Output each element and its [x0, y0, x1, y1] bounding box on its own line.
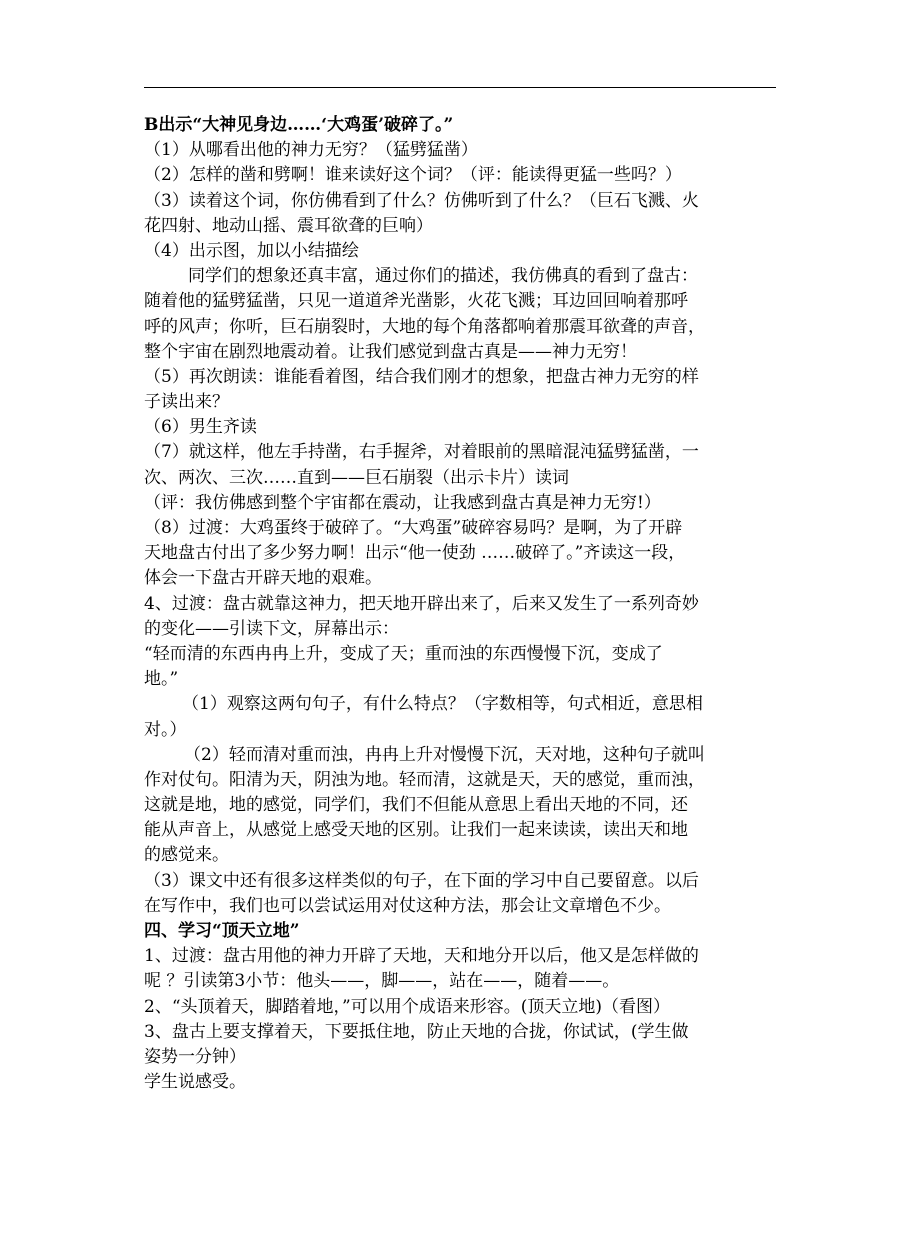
text-line: 3、盘古上要支撑着天，下要抵住地，防止天地的合拢，你试试，(学生做 [144, 1021, 689, 1042]
section-four-heading: 四、学习“顶天立地” [144, 921, 300, 941]
document-body [144, 113, 784, 1095]
text-line: （8）过渡：大鸡蛋终于破碎了。“大鸡蛋”破碎容易吗？是啊，为了开辟 [144, 518, 683, 538]
text-line: 的变化——引读下文，屏幕出示： [144, 618, 399, 639]
text-line: （1）观察这两句句子，有什么特点？（字数相等，句式相近，意思相 [182, 694, 703, 715]
text-line: 随着他的猛劈猛凿，只见一道道斧光凿影，火花飞溅；耳边回回响着那呼 [144, 291, 688, 312]
text-line: （评：我仿佛感到整个宇宙都在震动，让我感到盘古真是神力无穷!） [144, 492, 661, 513]
text-line: （2）怎样的凿和劈啊！谁来读好这个词？（评：能读得更猛一些吗？） [144, 165, 682, 186]
text-line: 学生说感受。 [144, 1072, 246, 1093]
text-line: 这就是地，地的感觉，同学们，我们不但能从意思上看出天地的不同，还 [144, 795, 688, 816]
text-line: （5）再次朗读：谁能看着图，结合我们刚才的想象，把盘古神力无穷的样 [144, 366, 699, 387]
text-line: 同学们的想象还真丰富，通过你们的描述，我仿佛真的看到了盘古： [188, 266, 698, 287]
text-line: 作对仗句。阳清为天，阴浊为地。轻而清，这就是天，天的感觉，重而浊， [144, 769, 705, 790]
header-rule [144, 87, 776, 88]
text-line: 天地盘古付出了多少努力啊！出示“他一使劲 ……破碎了。”齐读这一段， [144, 543, 686, 564]
text-line: 整个宇宙在剧烈地震动着。让我们感觉到盘古真是——神力无穷！ [144, 341, 637, 362]
text-line: 在写作中，我们也可以尝试运用对仗这种方法，那会让文章增色不少。 [144, 895, 671, 916]
text-line: 呼的风声；你听，巨石崩裂时，大地的每个角落都响着那震耳欲聋的声音， [144, 316, 705, 337]
text-line: （1）从哪看出他的神力无穷？（猛劈猛凿） [144, 140, 478, 161]
text-line: 花四射、地动山摇、震耳欲聋的巨响） [144, 215, 433, 236]
text-line: 次、两次、三次……直到——巨石崩裂（出示卡片）读词 [144, 467, 569, 488]
text-line: （3）课文中还有很多这样类似的句子，在下面的学习中自己要留意。以后 [144, 870, 699, 891]
text-line: 子读出来？ [144, 392, 229, 413]
text-line: 的感觉来。 [144, 845, 229, 866]
text-line: 呢 ？引读第3小节：他头——，脚——，站在——，随着——。 [144, 971, 620, 992]
text-line: （7）就这样，他左手持凿，右手握斧，对着眼前的黑暗混沌猛劈猛凿，一 [144, 442, 699, 463]
text-line: （4）出示图，加以小结描绘 [144, 240, 359, 261]
text-line: （3）读着这个词，你仿佛看到了什么？仿佛听到了什么？（巨石飞溅、火 [144, 190, 699, 211]
text-line: （6）男生齐读 [144, 417, 257, 438]
text-line: 对。） [144, 719, 187, 740]
text-line: 地。” [144, 669, 179, 690]
text-line: 能从声音上，从感觉上感受天地的区别。让我们一起来读读，读出天和地 [144, 820, 688, 841]
text-line: 4、过渡：盘古就靠这神力，把天地开辟出来了，后来又发生了一系列奇妙 [144, 593, 699, 614]
text-line: “轻而清的东西冉冉上升，变成了天；重而浊的东西慢慢下沉，变成了 [144, 643, 663, 664]
text-line: （2）轻而清对重而浊，冉冉上升对慢慢下沉，天对地，这种句子就叫 [184, 744, 705, 765]
text-line: 姿势一分钟） [144, 1046, 246, 1067]
section-b-heading: B出示“大神见身边……‘大鸡蛋’破碎了。” [144, 115, 454, 135]
text-line: 体会一下盘古开辟天地的艰难。 [144, 568, 382, 589]
text-line: 2、“头顶着天，脚踏着地，”可以用个成语来形容。(顶天立地)（看图） [144, 996, 670, 1017]
text-line: 1、过渡：盘古用他的神力开辟了天地，天和地分开以后，他又是怎样做的 [144, 946, 699, 967]
